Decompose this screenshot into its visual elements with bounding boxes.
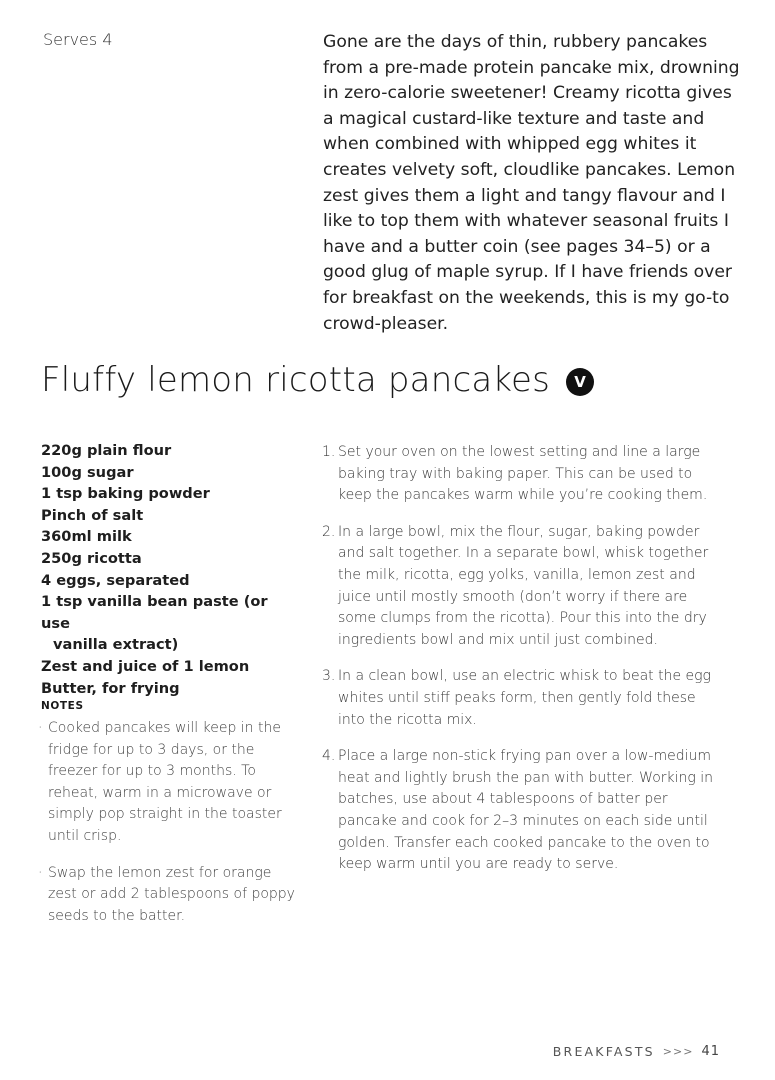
note-item xyxy=(38,718,300,848)
step-text: In a large bowl, mix the flour, sugar, baking powder and salt together. In a separate bowl, whisk together the milk, ricotta, egg yolks, vanilla, lemon zest and juice until mostly smooth (don’t worry if there are some clumps from the ricotta). Pour this into the dry ingredients bowl and mix until just combined. xyxy=(338,523,709,648)
page-footer xyxy=(553,1044,720,1059)
ingredient-item: Zest and juice of 1 lemon xyxy=(41,657,250,675)
method-steps xyxy=(322,442,722,891)
ingredient-item: 4 eggs, separated xyxy=(41,571,190,589)
title-row xyxy=(41,360,594,400)
recipe-title: Fluffy lemon ricotta pancakes xyxy=(41,360,551,400)
notes-heading: NOTES xyxy=(41,700,84,712)
note-item xyxy=(38,863,300,928)
note-text: Swap the lemon zest for orange zest or add 2 tablespoons of poppy seeds to the batter. xyxy=(48,864,295,924)
section-name: BREAKFASTS xyxy=(552,1044,655,1059)
step-number: 4. xyxy=(322,748,336,765)
ingredient-item: 250g ricotta xyxy=(41,549,142,567)
method-step xyxy=(322,746,722,876)
page-number: 41 xyxy=(701,1044,720,1059)
step-text: Set your oven on the lowest setting and line a large baking tray with baking paper. This can be used to keep the pancakes warm while you’re cooking them. xyxy=(338,444,708,504)
bullet-icon: · xyxy=(38,720,43,736)
ingredient-item: 100g sugar xyxy=(41,463,134,481)
step-number: 1. xyxy=(322,444,336,460)
note-text: Cooked pancakes will keep in the fridge for up to 3 days, or the freezer for up to 3 months. To reheat, warm in a microwave or simply pop straight in the toaster until crisp. xyxy=(48,720,282,844)
ingredient-item: 1 tsp vanilla bean paste (or use xyxy=(41,593,268,632)
ingredient-item-continued xyxy=(41,634,301,656)
method-step xyxy=(322,666,722,731)
serves-label: Serves 4 xyxy=(43,30,113,49)
ingredient-item: 360ml milk xyxy=(41,528,132,546)
step-number: 2. xyxy=(322,523,336,540)
ingredient-item: Butter, for frying xyxy=(41,679,180,697)
bullet-icon: · xyxy=(38,864,43,881)
recipe-intro: Gone are the days of thin, rubbery pancakes from a pre-made protein pancake mix, drowning in zero-calorie sweetener! Creamy ricotta gives a magical custard-like texture and taste and when combined with whipped egg whites it creates velvety soft, cloudlike pancakes. Lemon zest gives them a light and tangy flavour and I like to top them with whatever seasonal fruits I have and a butter coin (see pages 34–5) or a good glug of maple syrup. If I have friends over for breakfast on the weekends, this is my go-to crowd-pleaser. xyxy=(323,32,740,334)
ingredients-list xyxy=(41,440,301,699)
ingredient-item: Pinch of salt xyxy=(41,506,144,524)
chevrons-icon: >>> xyxy=(662,1045,694,1058)
notes-list xyxy=(38,718,300,942)
method-step xyxy=(322,522,722,652)
vegetarian-badge-icon: V xyxy=(566,368,594,396)
ingredient-item: 1 tsp baking powder xyxy=(41,485,210,503)
ingredient-continuation: vanilla extract) xyxy=(53,636,179,654)
ingredient-item: 220g plain flour xyxy=(41,442,172,459)
step-text: In a clean bowl, use an electric whisk to beat the egg whites until stiff peaks form, then gently fold these into the ricotta mix. xyxy=(338,668,711,728)
step-number: 3. xyxy=(322,668,336,685)
step-text: Place a large non-stick frying pan over a low-medium heat and lightly brush the pan with butter. Working in batches, use about 4 tablespoons of batter per pancake and cook for 2–3 minutes on each side until golden. Transfer each cooked pancake to the oven to keep warm until you are ready to serve. xyxy=(338,748,714,873)
method-step xyxy=(322,442,722,507)
